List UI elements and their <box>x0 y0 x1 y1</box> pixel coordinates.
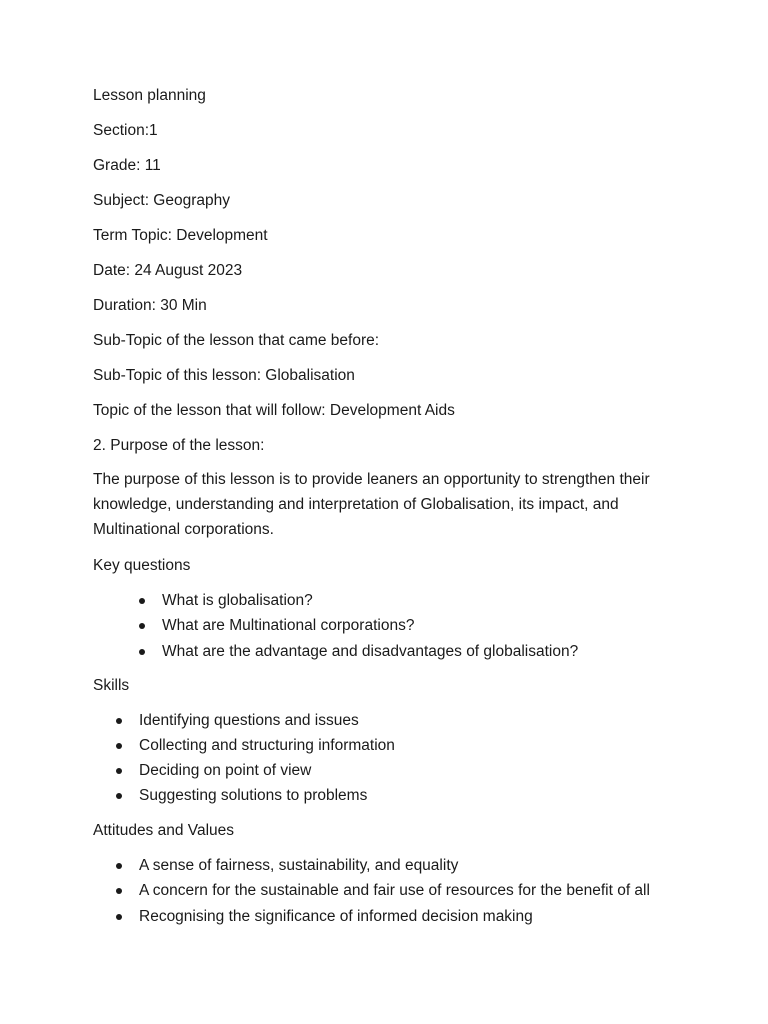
list-item-text: Deciding on point of view <box>139 762 312 779</box>
list-item <box>162 592 313 610</box>
list-item-text: A sense of fairness, sustainability, and equality <box>139 857 459 874</box>
bullet-icon <box>116 718 122 724</box>
list-item-text: A concern for the sustainable and fair use of resources for the benefit of all <box>139 882 650 899</box>
bullet-icon <box>116 768 122 774</box>
list-item <box>162 617 414 635</box>
list-item <box>139 737 395 755</box>
date-line: Date: 24 August 2023 <box>93 262 243 279</box>
list-item-text: Identifying questions and issues <box>139 712 359 729</box>
bullet-icon <box>139 623 145 629</box>
list-item-text: What are Multinational corporations? <box>162 617 415 634</box>
purpose-paragraph: The purpose of this lesson is to provide leaners an opportunity to strengthen their knowledge, understanding and interpretation of Globalisation, its impact, and Multinational corporations. <box>93 471 650 538</box>
bullet-icon <box>116 743 122 749</box>
key-questions-heading: Key questions <box>93 557 191 574</box>
document-title: Lesson planning <box>93 87 206 104</box>
bullet-icon <box>139 649 145 655</box>
bullet-icon <box>116 888 122 894</box>
bullet-icon <box>116 793 122 799</box>
list-item-text: Recognising the significance of informed decision making <box>139 908 533 925</box>
bullet-icon <box>139 598 145 604</box>
term-topic-line: Term Topic: Development <box>93 227 268 244</box>
bullet-icon <box>116 863 122 869</box>
list-item-text: What is globalisation? <box>162 592 313 609</box>
previous-subtopic-line: Sub-Topic of the lesson that came before: <box>93 332 380 349</box>
list-item-text: Collecting and structuring information <box>139 737 395 754</box>
subject-line: Subject: Geography <box>93 192 231 209</box>
list-item <box>139 787 367 805</box>
section-line: Section:1 <box>93 122 158 139</box>
grade-line: Grade: 11 <box>93 157 161 174</box>
list-item-text: Suggesting solutions to problems <box>139 787 368 804</box>
list-item <box>139 762 311 780</box>
bullet-icon <box>116 914 122 920</box>
list-item <box>162 643 578 661</box>
next-topic-line: Topic of the lesson that will follow: Development Aids <box>93 402 455 419</box>
list-item <box>139 712 359 730</box>
list-item-text: What are the advantage and disadvantages of globalisation? <box>162 643 579 660</box>
current-subtopic-line: Sub-Topic of this lesson: Globalisation <box>93 367 355 384</box>
list-item <box>139 857 458 875</box>
attitudes-heading: Attitudes and Values <box>93 822 235 839</box>
list-item <box>139 908 533 926</box>
purpose-heading: 2. Purpose of the lesson: <box>93 437 265 454</box>
skills-heading: Skills <box>93 677 130 694</box>
duration-line: Duration: 30 Min <box>93 297 207 314</box>
list-item <box>139 882 650 900</box>
